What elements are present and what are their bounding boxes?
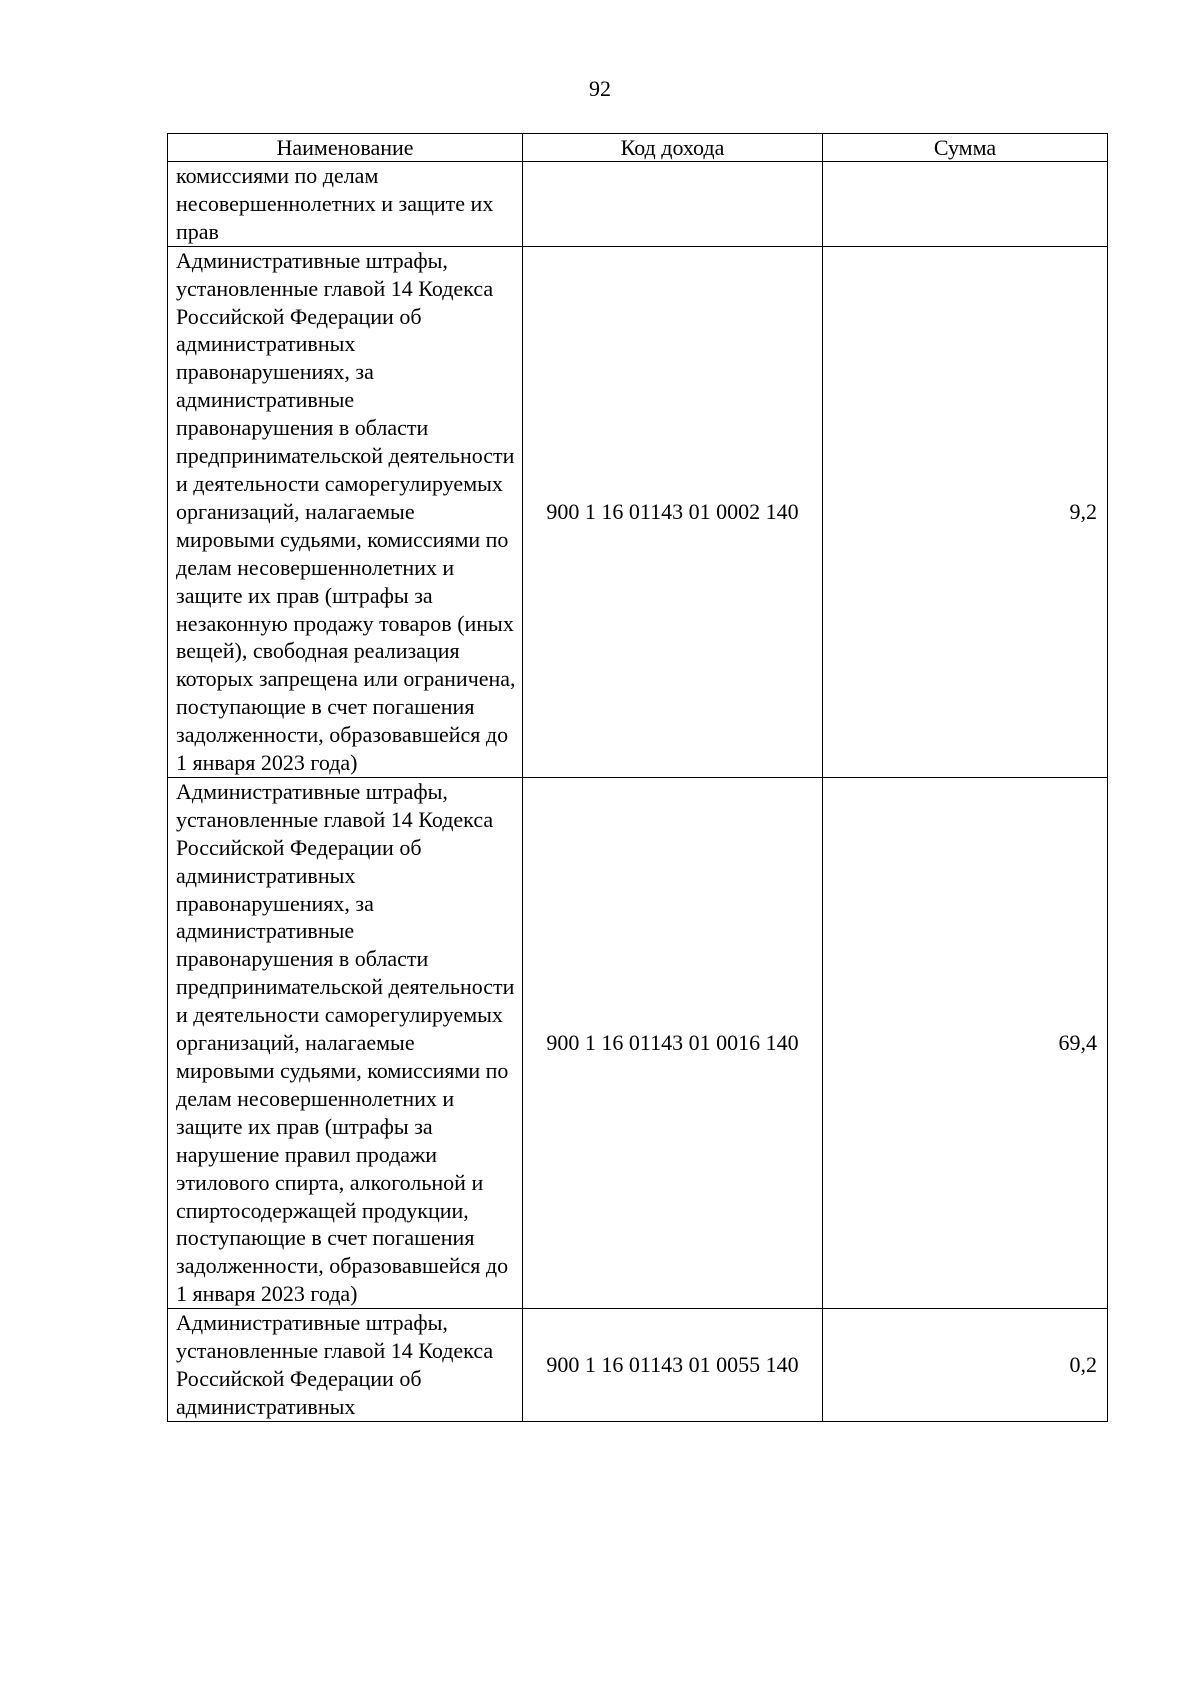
revenue-table	[167, 133, 1108, 1422]
table-header-row	[168, 134, 1108, 162]
row-sum-cell	[823, 162, 1108, 247]
header-sum: Сумма	[823, 134, 1108, 162]
header-name: Наименование	[168, 134, 523, 162]
row-name-cell: Административные штрафы, установленные главой 14 Кодекса Российской Федерации об административных правонарушениях, за административные правонарушения в области предпринимательской деятельности и деятельности саморегулируемых организаций, налагаемые мировыми судьями, комиссиями по делам несовершеннолетних и защите их прав (штрафы за незаконную продажу товаров (иных вещей), свободная реализация которых запрещена или ограничена, поступающие в счет погашения задолженности, образовавшейся до 1 января 2023 года)	[168, 246, 523, 777]
row-name-cell: Административные штрафы, установленные главой 14 Кодекса Российской Федерации об административных	[168, 1309, 523, 1422]
row-code-cell: 900 1 16 01143 01 0002 140	[523, 246, 823, 777]
row-sum-cell: 69,4	[823, 777, 1108, 1308]
row-name-cell: Административные штрафы, установленные главой 14 Кодекса Российской Федерации об административных правонарушениях, за административные правонарушения в области предпринимательской деятельности и деятельности саморегулируемых организаций, налагаемые мировыми судьями, комиссиями по делам несовершеннолетних и защите их прав (штрафы за нарушение правил продажи этилового спирта, алкогольной и спиртосодержащей продукции, поступающие в счет погашения задолженности, образовавшейся до 1 января 2023 года)	[168, 777, 523, 1308]
table-row	[168, 777, 1108, 1308]
table-row	[168, 1309, 1108, 1422]
row-name-cell: комиссиями по делам несовершеннолетних и защите их прав	[168, 162, 523, 247]
page-number: 92	[589, 76, 611, 101]
row-code-cell	[523, 162, 823, 247]
table-row	[168, 246, 1108, 777]
row-sum-cell: 0,2	[823, 1309, 1108, 1422]
row-code-cell: 900 1 16 01143 01 0055 140	[523, 1309, 823, 1422]
row-sum-cell: 9,2	[823, 246, 1108, 777]
header-code: Код дохода	[523, 134, 823, 162]
row-code-cell: 900 1 16 01143 01 0016 140	[523, 777, 823, 1308]
table-row	[168, 162, 1108, 247]
